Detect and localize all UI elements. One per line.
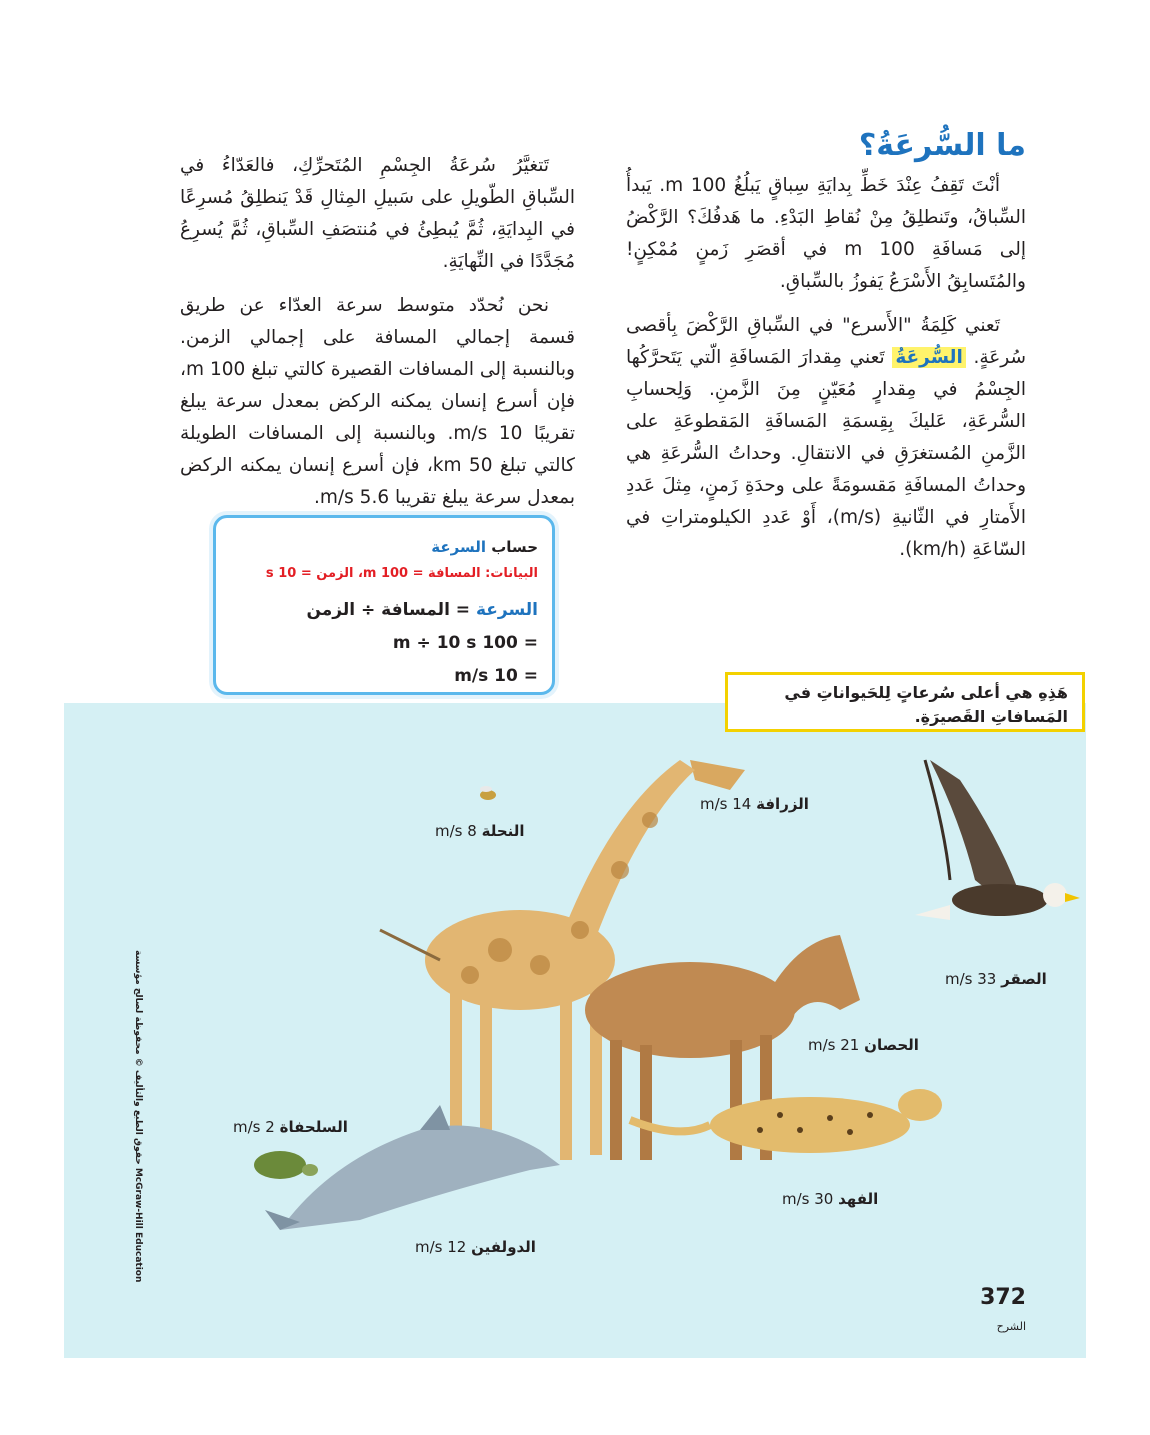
intro-paragraph: أنْتَ تَقِفُ عِنْدَ خَطِّ بِدايَةِ سِباقٍ يَبلُغُ 100 m. يَبدأُ السِّباقُ، وتَنطلِقُ مِنْ نُقاطِ البَدْءِ. ما هَدفُكَ؟ الرَّكْضُ إلى مَسافَةِ 100 m في أقصَرِ زَمنٍ مُمْكِنٍ! والمُتَسابِقُ الأَسْرَعُ يَفوزُ بالسِّباقِ.: [626, 175, 1026, 292]
giraffe-label: الزرافة 14 m/s: [700, 795, 809, 813]
changing-speed-paragraph: تَتغيَّرُ سُرعَةُ الجِسْمِ المُتَحرِّكِ، فالعَدّاءُ في السِّباقِ الطّويلِ على سَبيلِ المِثالِ قَدْ يَنطلِقُ مُسرِعًا في البِدايَةِ، ثُمَّ يُبطِئُ في مُنتصَفِ السِّباقِ، ثُمَّ يُسرِعُ مُجَدَّدًا في النِّهايَةِ.: [180, 155, 575, 272]
turtle-label: السلحفاة 2 m/s: [233, 1118, 348, 1136]
calc-data-line: البيانات: المسافة = 100 m، الزمن = 10 s: [265, 566, 538, 581]
calc-substitution-line: = 100 m ÷ 10 s: [392, 633, 538, 653]
calc-result-line: = 10 m/s: [454, 666, 538, 686]
average-speed-paragraph: نحن نُحدّد متوسط سرعة العدّاء عن طريق قسمة إجمالي المسافة على إجمالي الزمن. وبالنسبة إلى المسافات القصيرة كالتي تبلغ 100 m، فإن أسرع إنسان يمكنه الركض بمعدل سرعة يبلغ تقريبًا 10 m/s. وبالنسبة إلى المسافات الطويلة كالتي تبلغ 50 km، فإن أسرع إنسان يمكنه الركض بمعدل سرعة يبلغ تقريبا 5.6 m/s.: [180, 295, 575, 508]
speed-term-highlight: السُّرعَةُ: [892, 347, 965, 368]
calc-title-prefix: حساب: [491, 538, 538, 556]
animals-caption: هَذِهِ هي أعلى سُرعاتٍ لِلحَيواناتِ في المَسافاتِ القَصيرَةِ.: [725, 672, 1085, 732]
page-number: 372: [980, 1285, 1026, 1310]
definition-text-before: تَعني كَلِمَةُ "الأَسرع" في السِّباقِ الرَّكْضَ بِأقصى سُرعَةٍ.: [626, 315, 1026, 368]
cheetah-label: الفهد 30 m/s: [782, 1190, 879, 1208]
bee-label: النحلة 8 m/s: [435, 822, 525, 840]
calc-title-word: السرعة: [431, 538, 486, 556]
eagle-illustration: [915, 760, 1080, 920]
page-section-label: الشرح: [996, 1320, 1026, 1333]
definition-text-after: تَعني مِقدارَ المَسافَةِ الّتي يَتَحرَّكُها الجِسْمُ في مِقدارٍ مُعَيّنٍ مِنَ الزَّمنِ. وَلِحسابِ السُّرعَةِ، عَليكَ بِقِسمَةِ المَسافَةِ المَقطوعَةِ على الزَّمنِ المُستغرَقِ في الانتقالِ. وحداتُ السُّرعَةِ هي وحداتُ المسافَةِ مَقسومَةً على وحدَةِ زَمنٍ، مِثلَ عَددِ الأَمتارِ في الثّانيةِ (m/s)، أَوْ عَددِ الكيلومتراتِ في السّاعَةِ (km/h).: [626, 347, 1026, 560]
calc-formula-rest: = المسافة ÷ الزمن: [306, 600, 476, 620]
page-heading: ما السُّرعَةُ؟: [858, 128, 1026, 163]
turtle-illustration: [254, 1151, 318, 1179]
cheetah-illustration: [630, 1089, 942, 1153]
copyright-credit: حقوق الطبع والتأليف © محفوظة لصالح مؤسسة McGraw-Hill Education: [133, 950, 143, 1283]
calc-formula-label: السرعة: [475, 600, 538, 620]
bee-illustration: [480, 786, 496, 800]
eagle-label: الصقر 33 m/s: [945, 970, 1047, 988]
dolphin-label: الدولفين 12 m/s: [415, 1238, 536, 1256]
horse-label: الحصان 21 m/s: [808, 1036, 919, 1054]
